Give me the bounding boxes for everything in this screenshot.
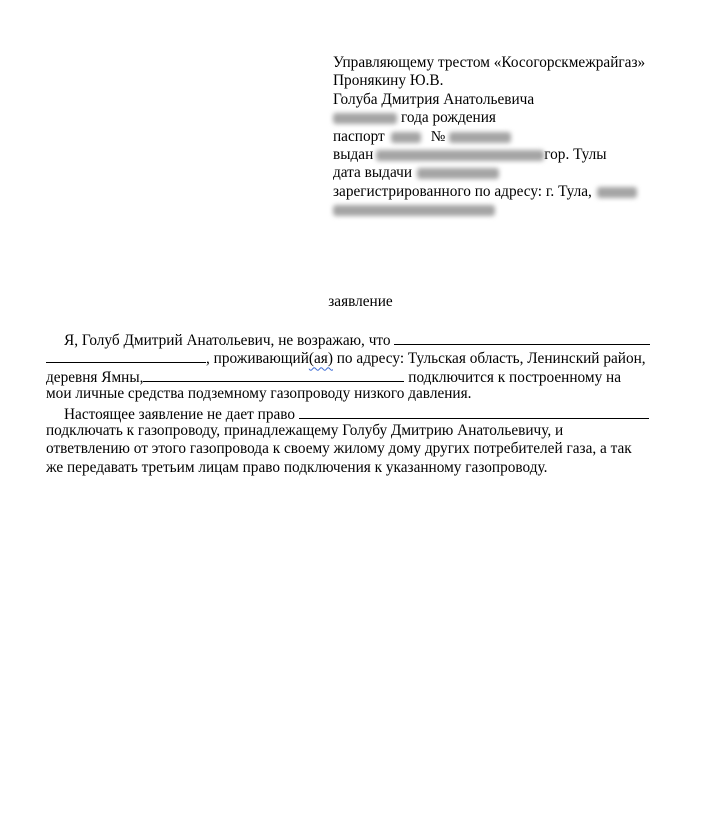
blank-line-consumer bbox=[299, 404, 649, 419]
paragraph-2-line-1 bbox=[46, 404, 676, 422]
registered-line bbox=[333, 183, 693, 201]
birth-year-line bbox=[333, 109, 693, 127]
registered-label: зарегистрированного по адресу: г. Тула, bbox=[333, 182, 592, 200]
p1-line2-text: , проживающий bbox=[206, 350, 309, 368]
p1-line2-spellcheck-word: (ая) bbox=[308, 350, 333, 368]
blank-line-name-cont bbox=[46, 348, 206, 363]
applicant-name: Голуба Дмитрия Анатольевича bbox=[333, 90, 535, 108]
p1-line3-end: подключится к построенному на bbox=[404, 368, 622, 386]
addressee-position: Управляющему трестом «Косогорскмежрайгаз» bbox=[333, 54, 646, 71]
statement-body bbox=[46, 330, 676, 477]
issued-city: гор. Тулы bbox=[544, 145, 607, 163]
issued-by-line bbox=[333, 146, 693, 164]
passport-number-label: № bbox=[430, 127, 446, 145]
paragraph-1-line-1 bbox=[46, 330, 676, 348]
paragraph-1-line-4: мои личные средства подземному газопроводу низкого давления. bbox=[46, 385, 472, 403]
blank-line-name bbox=[394, 330, 650, 345]
paragraph-1-line-3 bbox=[46, 367, 676, 385]
passport-line bbox=[333, 128, 693, 146]
p2-line1-text: Настоящее заявление не дает право bbox=[64, 405, 296, 423]
redacted-address bbox=[333, 205, 495, 216]
issued-by-label: выдан bbox=[333, 145, 374, 163]
passport-label: паспорт bbox=[333, 127, 385, 145]
p1-line1-text: Я, Голуб Дмитрий Анатольевич, не возражаю, что bbox=[64, 332, 391, 349]
document-title: заявление bbox=[328, 293, 393, 310]
paragraph-2-line-4: же передавать третьим лицам право подключения к указанному газопроводу. bbox=[46, 458, 548, 476]
paragraph-1-line-2 bbox=[46, 348, 676, 366]
redacted-birth-year bbox=[333, 113, 397, 124]
issue-date-line bbox=[333, 164, 693, 182]
redacted-issue-date bbox=[417, 168, 499, 179]
redacted-street bbox=[597, 187, 637, 198]
issue-date-label: дата выдачи bbox=[333, 164, 413, 182]
registered-line-2 bbox=[333, 201, 693, 219]
addressee-block bbox=[333, 54, 693, 220]
blank-line-address bbox=[143, 367, 404, 382]
birth-year-label: года рождения bbox=[401, 109, 496, 127]
redacted-passport-series bbox=[391, 132, 421, 143]
redacted-issuer bbox=[376, 150, 544, 161]
p1-line2-rest: по адресу: Тульская область, Ленинский район, bbox=[332, 350, 646, 368]
redacted-passport-number bbox=[449, 132, 511, 143]
p1-line3-start: деревня Ямны, bbox=[46, 368, 144, 386]
paragraph-2-line-2: подключать к газопроводу, принадлежащему Голубу Дмитрию Анатольевичу, и bbox=[46, 421, 564, 439]
paragraph-2-line-3: ответвлению от этого газопровода к своему жилому дому других потребителей газа, а так bbox=[46, 440, 632, 458]
addressee-name: Пронякину Ю.В. bbox=[333, 72, 444, 90]
